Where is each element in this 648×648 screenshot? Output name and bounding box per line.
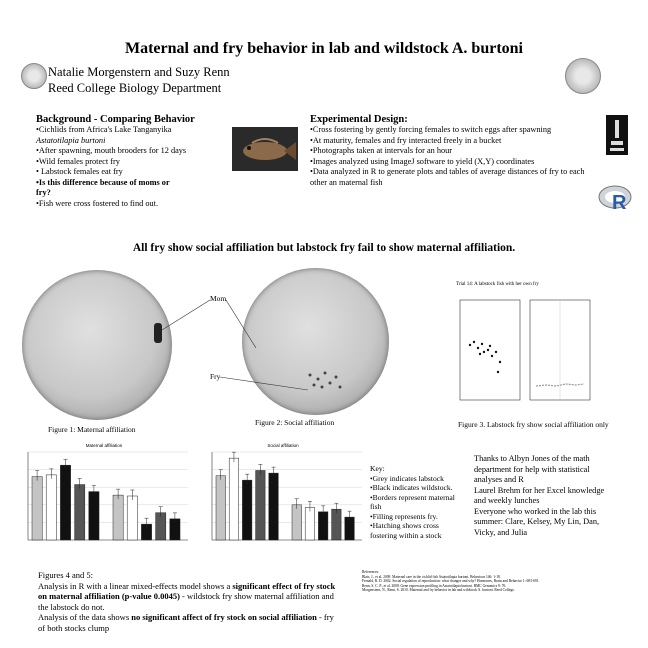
figure2-caption: Figure 2: Social affiliation	[255, 418, 335, 427]
analysis-p2-pre: Analysis of the data shows	[38, 612, 132, 622]
thanks-line: Laurel Brehm for her Excel knowledge and weekly lunches	[474, 485, 605, 505]
bar	[292, 505, 302, 540]
fry-label: Fry	[210, 372, 221, 381]
background-section	[36, 114, 231, 209]
chart2-title: Social affiliation	[267, 443, 299, 448]
design-heading: Experimental Design:	[310, 114, 408, 125]
maternal-dish-photo	[22, 270, 172, 420]
background-item: • Labstock females eat fry	[36, 167, 123, 176]
reference-item: Morgenstern, N., Renn, S. 2010. Maternal and fry behavior in lab and wildstock A. burtoni. Reed College.	[362, 588, 515, 593]
analysis-section	[38, 570, 338, 633]
acknowledgements	[474, 454, 614, 538]
figure4-chart	[14, 440, 194, 560]
bar	[318, 512, 328, 540]
figure5-chart	[198, 440, 368, 560]
imagej-microscope-icon	[606, 115, 628, 155]
analysis-p2-post: - fry of both stocks clump	[38, 612, 334, 633]
design-item: •Cross fostering by gently forcing females to switch eggs after spawning	[310, 125, 552, 134]
analysis-paragraph-2	[38, 612, 338, 633]
design-item: •Photographs taken at intervals for an hour	[310, 146, 453, 155]
key-item: •Black indicates wildstock.	[370, 483, 453, 492]
department: Reed College Biology Department	[48, 81, 222, 95]
key-item: •Borders represent maternal fish	[370, 492, 455, 511]
background-question: •Is this difference because of moms or fry?	[36, 177, 170, 197]
bar	[32, 477, 42, 540]
bar	[127, 496, 137, 540]
analysis-p1-bold: significant effect of fry stock on maternal affiliation (p-value 0.0045)	[38, 580, 336, 601]
bar	[113, 495, 123, 540]
pointer-lines	[160, 290, 320, 400]
authors: Natalie Morgenstern and Suzy Renn	[48, 65, 230, 79]
mom-label: Mom	[210, 294, 227, 303]
references-heading: References:	[362, 570, 379, 574]
thanks-line: Thanks to Albyn Jones of the math department for help with statistical analyses and R	[474, 454, 590, 484]
svg-text:R: R	[612, 192, 627, 213]
cichlid-photo	[232, 127, 298, 171]
findings-banner: All fry show social affiliation but labstock fry fail to show maternal affiliation.	[132, 242, 516, 254]
chart1-title: Maternal affiliation	[85, 443, 123, 448]
design-section	[310, 114, 595, 188]
background-item: •After spawning, mouth brooders for 12 days	[36, 146, 187, 155]
bar	[60, 465, 70, 540]
design-item: •Data analyzed in R to generate plots and tables of average distances of fry to each other an maternal fish	[310, 167, 585, 187]
design-item: •At maturity, females and fry interacted freely in a bucket	[310, 135, 502, 145]
chart1-plot-area	[28, 452, 188, 540]
reference-item: Blais, J., et al. 2009. Maternal care in the cichlid fish Astatotilapia burtoni. Behaviour 146: 1-18.	[362, 574, 501, 579]
bar	[89, 492, 99, 540]
reference-item: Renn, S. C. P., et al. 2008. Gene expression profiling in Astatotilapia burtoni. BMC Genomics 9: 76.	[362, 583, 507, 588]
analysis-paragraph-1	[38, 581, 338, 613]
key-item: •Grey indicates labstock	[370, 473, 444, 483]
bar	[269, 473, 279, 540]
bar	[75, 485, 85, 540]
bar	[332, 509, 342, 540]
bar	[256, 470, 266, 540]
college-seal-icon	[21, 63, 47, 89]
reference-item: Fernald, R. D. 2002. Social regulation of reproduction: what changes and why? Hormones, Brain and Behavior 1: 683-691.	[362, 579, 540, 584]
key-item: •Filling represents fry.	[370, 511, 438, 521]
figure1-caption: Figure 1: Maternal affiliation	[48, 425, 136, 434]
author-block	[48, 64, 230, 96]
chart2-plot-area	[212, 452, 362, 540]
bar	[216, 476, 226, 540]
background-item-species: Astatotilapia burtoni	[36, 135, 106, 145]
background-item: •Wild females protect fry	[36, 156, 120, 166]
analysis-p1-post: - wildstock fry show maternal affiliation and the labstock do not.	[38, 591, 334, 612]
design-item: •Images analyzed using ImageJ software to yield (X,Y) coordinates	[310, 156, 535, 166]
analysis-p2-bold: no significant affect of fry stock on social affiliation	[131, 612, 317, 622]
bar	[156, 513, 166, 540]
key-box	[370, 464, 455, 540]
college-seal-icon-right	[565, 58, 601, 94]
background-heading: Background - Comparing Behavior	[36, 114, 195, 125]
background-item: •Cichlids from Africa's Lake Tanganyika	[36, 125, 172, 134]
bar	[242, 480, 252, 540]
poster-title: Maternal and fry behavior in lab and wildstock A. burtoni	[125, 40, 523, 57]
bar	[46, 475, 56, 540]
key-heading: Key:	[370, 464, 385, 473]
analysis-p1-pre: Analysis in R with a linear mixed-effects model shows a	[38, 580, 233, 591]
thanks-line: Everyone who worked in the lab this summer: Clare, Kelsey, My Lin, Dan, Vicky, and Julia	[474, 506, 600, 537]
figure3-title: Trial 14: A labstock fish with her own fry	[456, 282, 539, 287]
references	[362, 570, 630, 593]
bar	[229, 458, 239, 540]
figure3-caption: Figure 3. Labstock fry show social affiliation only	[458, 420, 609, 429]
bar	[305, 507, 315, 540]
r-logo-icon	[598, 183, 634, 213]
figure3-plots	[456, 290, 596, 412]
key-item: •Hatching shows cross fostering within a stock	[370, 521, 442, 540]
analysis-fig-label: Figures 4 and 5:	[38, 570, 94, 580]
background-footer: •Fish were cross fostered to find out.	[36, 198, 159, 208]
